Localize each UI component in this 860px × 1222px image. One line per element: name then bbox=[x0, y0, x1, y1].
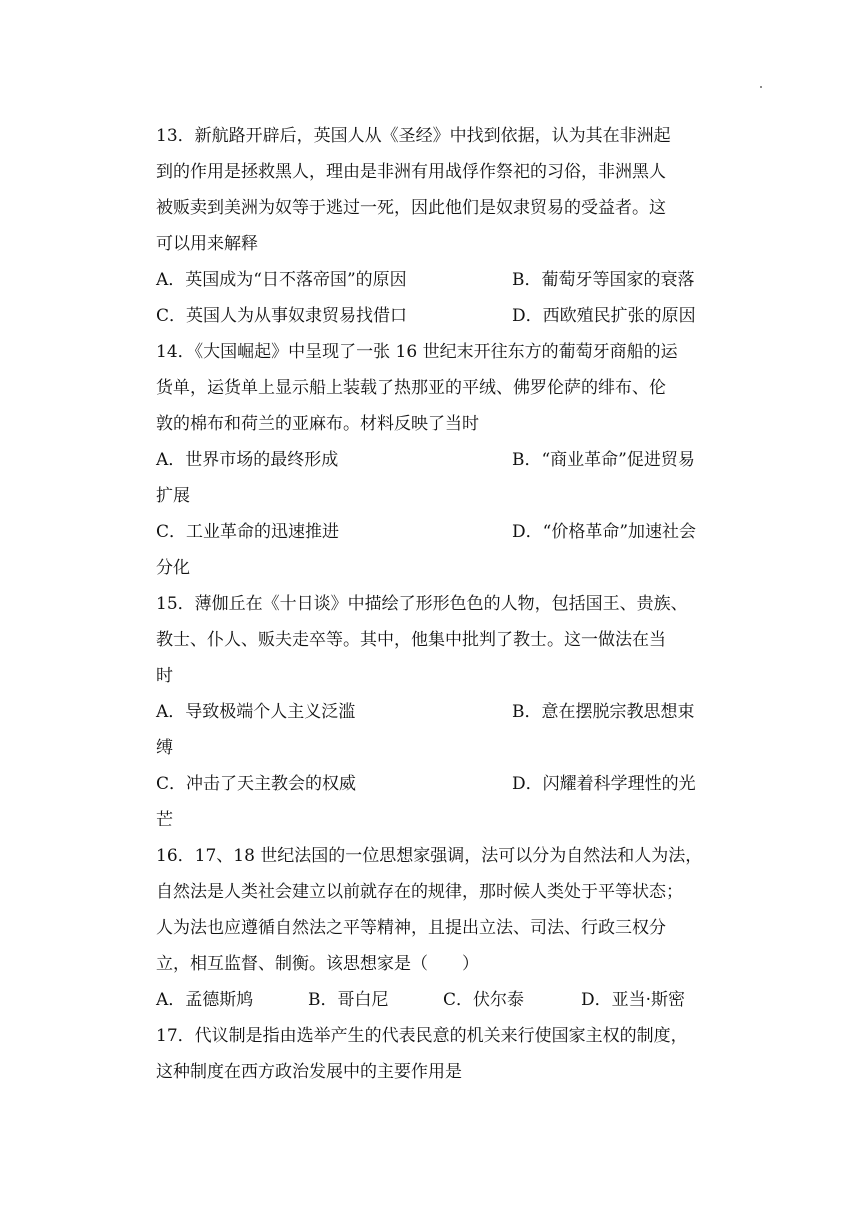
options-row bbox=[156, 514, 704, 550]
question-stem-line: 17．代议制是指由选举产生的代表民意的机关来行使国家主权的制度， bbox=[156, 1026, 688, 1046]
exam-content bbox=[156, 118, 704, 1090]
option-c[interactable]: C．英国人为从事奴隶贸易找借口 bbox=[156, 306, 408, 326]
option-a[interactable]: A．孟德斯鸠 bbox=[156, 990, 254, 1010]
option-a[interactable]: A．导致极端个人主义泛滥 bbox=[156, 702, 356, 722]
question-stem-line: 自然法是人类社会建立以前就存在的规律，那时候人类处于平等状态； bbox=[156, 882, 683, 902]
option-c[interactable]: C．伏尔泰 bbox=[443, 990, 525, 1010]
option-d[interactable]: D．亚当·斯密 bbox=[581, 990, 686, 1010]
question-stem-line: 可以用来解释 bbox=[156, 234, 258, 254]
question-16 bbox=[156, 838, 704, 1018]
options-row bbox=[156, 694, 704, 730]
question-stem-line: 到的作用是拯救黑人，理由是非洲有用战俘作祭祀的习俗，非洲黑人 bbox=[156, 162, 666, 182]
question-stem-line: 时 bbox=[156, 666, 173, 686]
option-b[interactable]: B．哥白尼 bbox=[308, 990, 389, 1010]
option-d[interactable]: D．“价格革命”加速社会 bbox=[512, 522, 697, 542]
question-14 bbox=[156, 334, 704, 586]
options-row bbox=[156, 262, 704, 298]
option-b[interactable]: B．“商业革命”促进贸易 bbox=[512, 450, 695, 470]
question-stem-line: 敦的棉布和荷兰的亚麻布。材料反映了当时 bbox=[156, 414, 479, 434]
option-b-continuation: 缚 bbox=[156, 738, 173, 758]
options-row bbox=[156, 298, 704, 334]
question-17 bbox=[156, 1018, 704, 1090]
question-stem-line: 立，相互监督、制衡。该思想家是（ ） bbox=[156, 954, 479, 974]
question-stem-line: 人为法也应遵循自然法之平等精神，且提出立法、司法、行政三权分 bbox=[156, 918, 666, 938]
option-d[interactable]: D．西欧殖民扩张的原因 bbox=[512, 306, 696, 326]
options-row bbox=[156, 442, 704, 478]
question-stem-line: 16．17、18 世纪法国的一位思想家强调，法可以分为自然法和人为法， bbox=[156, 846, 703, 866]
options-row bbox=[156, 766, 704, 802]
option-d-continuation: 分化 bbox=[156, 558, 190, 578]
option-c[interactable]: C．工业革命的迅速推进 bbox=[156, 522, 340, 542]
options-row bbox=[156, 982, 704, 1018]
option-c[interactable]: C．冲击了天主教会的权威 bbox=[156, 774, 357, 794]
option-b-continuation: 扩展 bbox=[156, 486, 190, 506]
option-d-continuation: 芒 bbox=[156, 810, 173, 830]
option-d[interactable]: D．闪耀着科学理性的光 bbox=[512, 774, 696, 794]
question-stem-line: 14．《大国崛起》中呈现了一张 16 世纪末开往东方的葡萄牙商船的运 bbox=[156, 342, 678, 362]
option-a[interactable]: A．世界市场的最终形成 bbox=[156, 450, 339, 470]
option-b[interactable]: B．葡萄牙等国家的衰落 bbox=[512, 270, 695, 290]
question-stem-line: 这种制度在西方政治发展中的主要作用是 bbox=[156, 1062, 462, 1082]
option-a[interactable]: A．英国成为“日不落帝国”的原因 bbox=[156, 270, 407, 290]
question-15 bbox=[156, 586, 704, 838]
question-stem-line: 教士、仆人、贩夫走卒等。其中，他集中批判了教士。这一做法在当 bbox=[156, 630, 666, 650]
option-b[interactable]: B．意在摆脱宗教思想束 bbox=[512, 702, 695, 722]
question-stem-line: 15．薄伽丘在《十日谈》中描绘了形形色色的人物，包括国王、贵族、 bbox=[156, 594, 688, 614]
question-13 bbox=[156, 118, 704, 334]
question-stem-line: 13．新航路开辟后，英国人从《圣经》中找到依据，认为其在非洲起 bbox=[156, 126, 671, 146]
question-stem-line: 货单，运货单上显示船上装载了热那亚的平绒、佛罗伦萨的绯布、伦 bbox=[156, 378, 666, 398]
page-mark-dot bbox=[760, 86, 762, 88]
question-stem-line: 被贩卖到美洲为奴等于逃过一死，因此他们是奴隶贸易的受益者。这 bbox=[156, 198, 666, 218]
